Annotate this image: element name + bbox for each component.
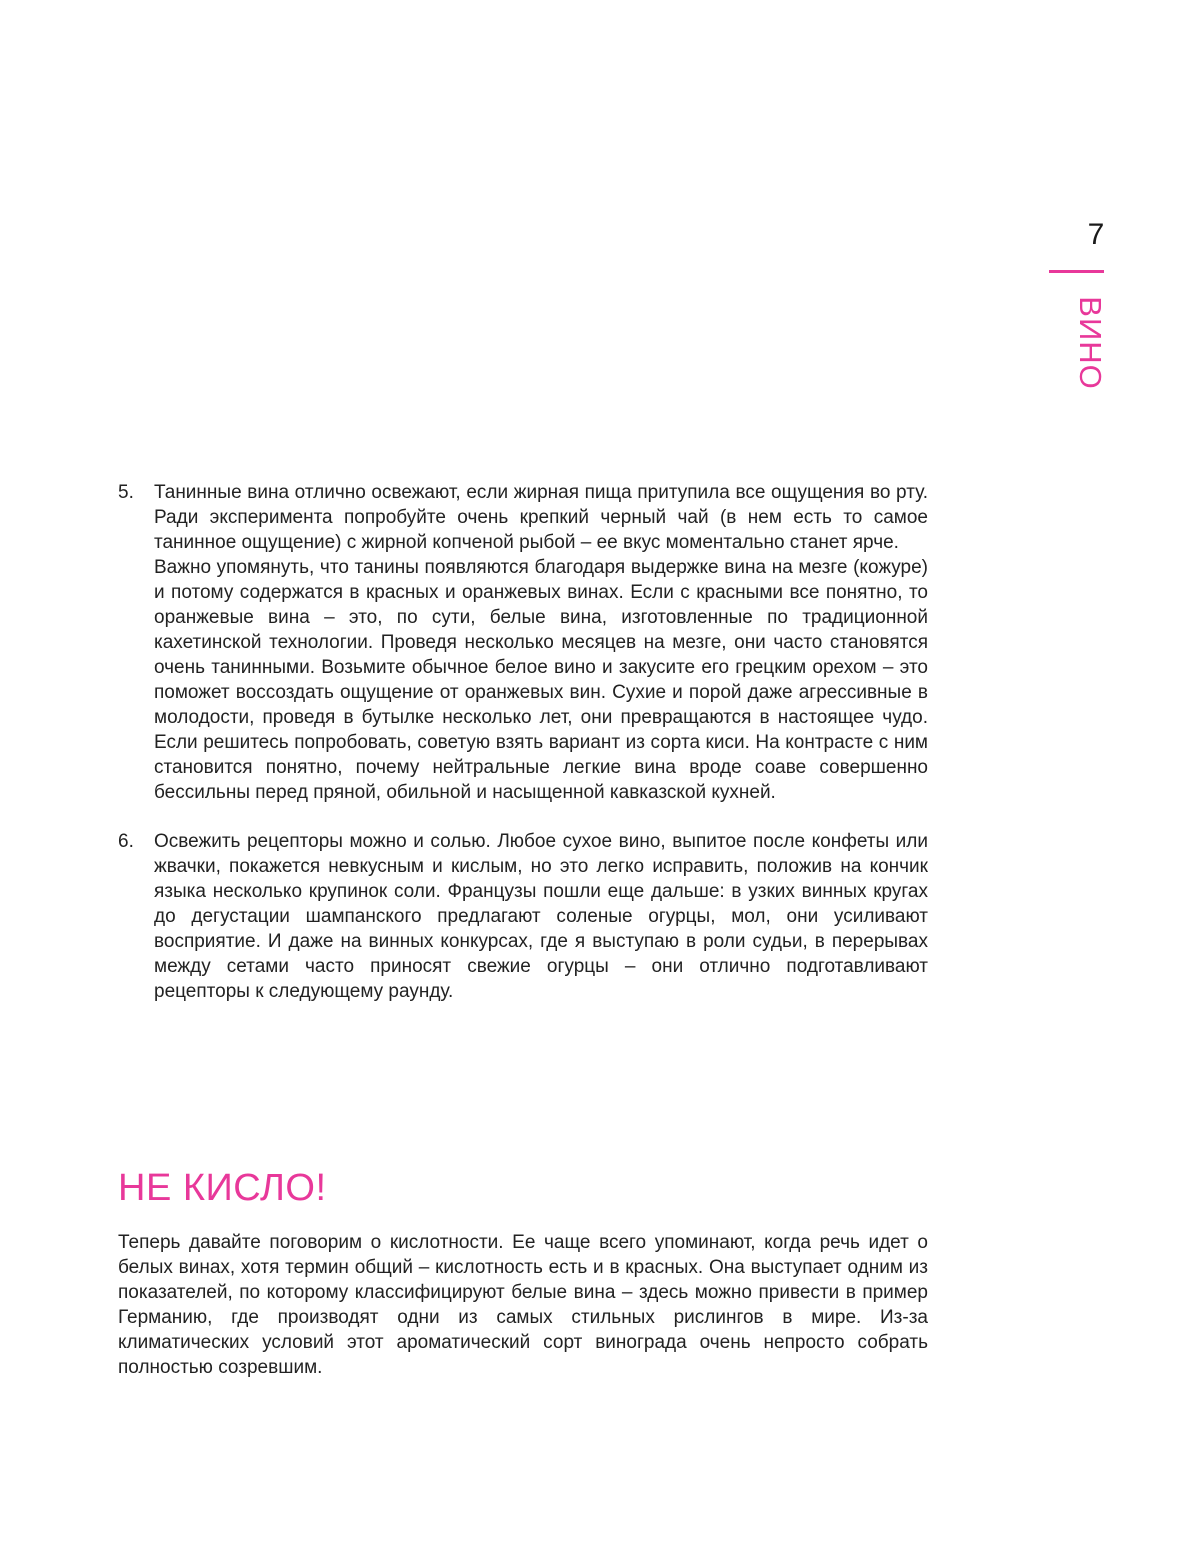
section-heading: НЕ КИСЛО! [118,1167,327,1209]
list-paragraph: Важно упомянуть, что танины появляются благодаря выдержке вина на мезге (кожуре) и потому содержатся в красных и оранжевых винах. Если с красными все понятно, то оранжевые вина – это, по сути, белые вина, изготовленные по традиционной кахетинской технологии. Проведя несколько месяцев на мезге, они часто становятся очень танинными. Возьмите обычное белое вино и закусите его грецким орехом – это поможет воссоздать ощущение от оранжевых вин. Сухие и порой даже агрессивные в молодости, проведя в бутылке несколько лет, они превращаются в настоящее чудо. Если решитесь попробовать, советую взять вариант из сорта киси. На контрасте с ним становится понятно, почему нейтральные легкие вина вроде соаве совершенно бессильны перед пряной, обильной и насыщенной кавказской кухней. [154,557,928,803]
list-item-5 [118,480,928,805]
page-number: 7 [1087,218,1105,251]
list-item-6 [118,829,928,1004]
list-paragraph: Освежить рецепторы можно и солью. Любое сухое вино, выпитое после конфеты или жвачки, покажется невкусным и кислым, но это легко исправить, положив на кончик языка несколько крупинок соли. Французы пошли еще дальше: в узких винных кругах до дегустации шампанского предлагают соленые огурцы, мол, они усиливают восприятие. И даже на винных конкурсах, где я выступаю в роли судьи, в перерывах между сетами часто приносят свежие огурцы – они отлично подготавливают рецепторы к следующему раунду. [154,831,928,1002]
body-paragraph: Теперь давайте поговорим о кислотности. Ее чаще всего упоминают, когда речь идет о белых винах, хотя термин общий – кислотность есть и в красных. Она выступает одним из показателей, по которому классифицируют белые вина – здесь можно привести в пример Германию, где производят одни из самых стильных рислингов в мире. Из-за климатических условий этот ароматический сорт винограда очень непросто собрать полностью созревшим. [118,1232,928,1378]
section-body [118,1230,928,1380]
section-tab-label: ВИНО [1073,296,1108,390]
list-paragraph: Танинные вина отлично освежают, если жирная пища притупила все ощущения во рту. Ради эксперимента попробуйте очень крепкий черный чай (в нем есть то самое танинное ощущение) с жирной копченой рыбой – ее вкус моментально станет ярче. [154,482,928,553]
list-item-body [154,829,928,1004]
list-number: 6. [118,831,134,852]
list-number: 5. [118,482,134,503]
numbered-list [118,480,928,1028]
section-divider [1049,270,1104,273]
list-item-body [154,480,928,805]
section-tab [1068,298,1112,388]
